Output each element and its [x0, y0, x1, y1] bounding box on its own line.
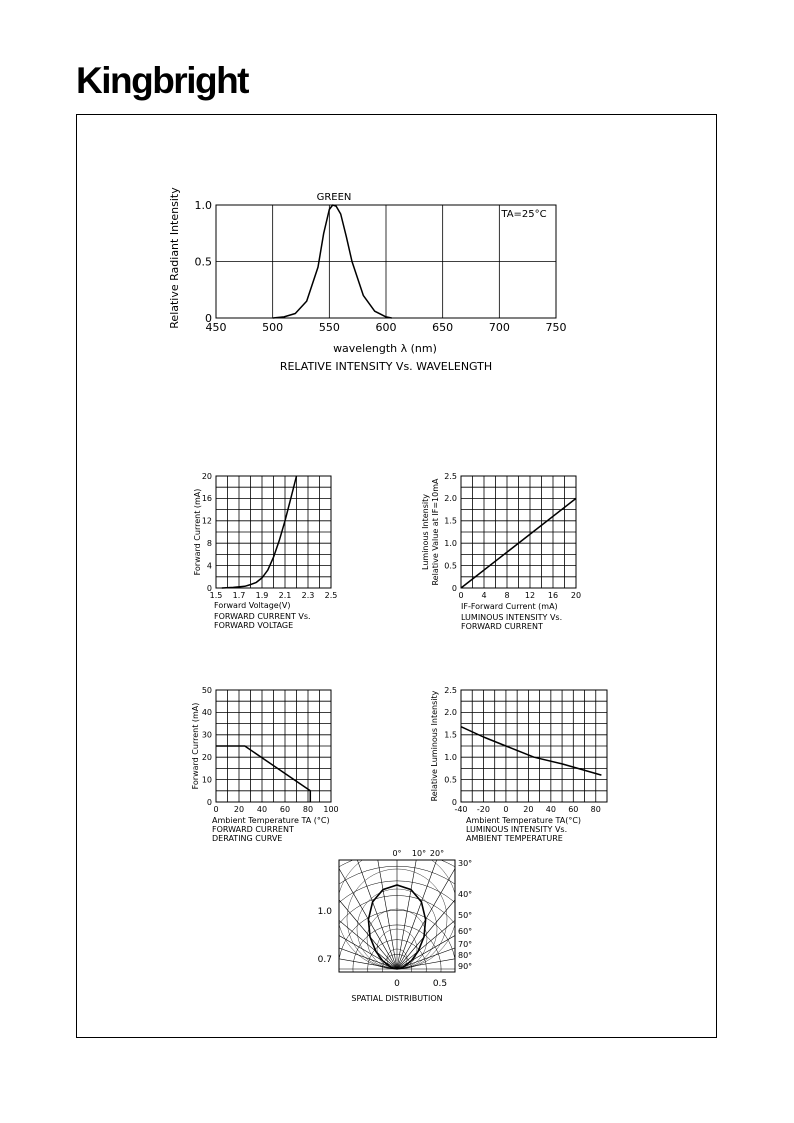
spectrum-xtick-label: 750	[545, 321, 567, 334]
iv-caption-line-2: FORWARD VOLTAGE	[214, 621, 294, 630]
lum-current-ytick-label: 1.5	[444, 516, 457, 526]
derating-ytick-label: 10	[201, 775, 212, 785]
iv-xlabel: Forward Voltage(V)	[214, 601, 291, 610]
lum-temp-ytick-label: 2.0	[444, 708, 457, 718]
spatial-angle-line	[345, 674, 397, 969]
iv-ytick-label: 0	[206, 583, 212, 593]
spectrum-ytick-label: 1.0	[194, 198, 212, 212]
spectrum-xtick-label: 650	[432, 321, 454, 334]
derating-xtick-label: 20	[233, 805, 245, 814]
lum-current-ylabel-line-2: Relative Value at IF=10mA	[431, 478, 440, 586]
iv-caption-line-1: FORWARD CURRENT Vs.	[214, 612, 311, 621]
lum-temp-ytick-label: 1.5	[444, 730, 457, 740]
lum-temp-chart	[430, 686, 607, 843]
derating-ylabel: Forward Current (mA)	[191, 702, 200, 790]
lum-current-xtick-label: 0	[458, 591, 464, 600]
spectrum-xtick-label: 600	[375, 321, 397, 334]
derating-caption-line-1: FORWARD CURRENT	[212, 825, 294, 834]
derating-xlabel: Ambient Temperature TA (°C)	[212, 816, 330, 825]
spatial-bottom-label: 0	[394, 979, 400, 989]
derating-xtick-label: 80	[302, 805, 314, 814]
derating-ytick-label: 40	[201, 708, 212, 718]
spatial-angle-line	[115, 866, 397, 969]
iv-xtick-label: 2.5	[324, 591, 338, 600]
derating-xtick-label: 60	[279, 805, 291, 814]
derating-ytick-label: 0	[206, 797, 212, 807]
spatial-angle-line	[397, 917, 692, 969]
lum-current-caption-line-1: LUMINOUS INTENSITY Vs.	[461, 613, 563, 622]
derating-chart	[191, 686, 339, 843]
iv-chart	[193, 472, 337, 630]
lum-current-caption-line-2: FORWARD CURRENT	[461, 622, 543, 631]
lum-temp-ytick-label: 1.0	[444, 753, 457, 762]
lum-current-xtick-label: 12	[524, 591, 536, 600]
lum-temp-xtick-label: 80	[590, 805, 601, 814]
derating-caption-line-2: DERATING CURVE	[212, 834, 283, 843]
spatial-angle-line	[397, 866, 679, 969]
iv-xtick-label: 1.5	[209, 591, 223, 600]
lum-current-xlabel: IF-Forward Current (mA)	[461, 602, 558, 611]
lum-current-xtick-label: 4	[481, 591, 487, 600]
spectrum-ylabel: Relative Radiant Intensity	[168, 187, 181, 329]
spectrum-xtick-label: 550	[318, 321, 340, 334]
spatial-angle-line	[294, 687, 397, 969]
brand-logo: Kingbright	[76, 60, 249, 101]
derating-xtick-label: 0	[213, 805, 219, 814]
derating-ytick-label: 30	[201, 730, 212, 740]
spatial-angle-label: 30°	[458, 859, 473, 868]
iv-ytick-label: 8	[206, 539, 212, 548]
iv-xtick-label: 1.7	[232, 591, 246, 600]
spectrum-chart	[168, 187, 567, 373]
lum-temp-caption-line-2: AMBIENT TEMPERATURE	[466, 834, 563, 843]
lum-temp-ytick-label: 0.5	[444, 775, 457, 785]
iv-ytick-label: 4	[206, 561, 212, 571]
iv-xtick-label: 2.3	[301, 591, 315, 600]
lum-current-xtick-label: 8	[504, 591, 510, 600]
spectrum-xtick-label: 450	[205, 321, 227, 334]
lum-current-ylabel-line-1: Luminous Intensity	[421, 494, 430, 570]
lum-temp-xlabel: Ambient Temperature TA(°C)	[466, 816, 582, 825]
lum-temp-xtick-label: -20	[476, 805, 491, 814]
spatial-caption: SPATIAL DISTRIBUTION	[351, 994, 443, 1003]
spatial-bottom-label: 0.5	[432, 979, 448, 989]
lum-temp-ytick-label: 2.5	[444, 685, 457, 695]
lum-current-xtick-label: 16	[547, 591, 559, 600]
lum-temp-xtick-label: 20	[523, 805, 534, 814]
lum-temp-caption-line-1: LUMINOUS INTENSITY Vs.	[466, 825, 568, 834]
iv-ytick-label: 20	[201, 471, 212, 481]
derating-xtick-label: 40	[256, 805, 268, 814]
lum-temp-ylabel: Relative Luminous Intensity	[430, 690, 439, 802]
spectrum-ytick-label: 0.5	[194, 255, 212, 269]
spatial-angle-label: 50°	[458, 911, 473, 920]
lum-current-chart	[421, 472, 581, 631]
spatial-angle-line	[397, 674, 449, 969]
lum-current-ytick-label: 1.0	[444, 539, 457, 548]
lum-current-xtick-label: 20	[570, 591, 582, 600]
spatial-angle-label: 70°	[458, 940, 473, 949]
spectrum-xlabel: wavelength λ (nm)	[333, 342, 437, 355]
iv-xtick-label: 1.9	[255, 591, 269, 600]
spatial-angle-label: 80°	[458, 951, 473, 960]
iv-ytick-label: 12	[201, 516, 212, 526]
spatial-angle-label: 60°	[458, 927, 473, 936]
spectrum-condition-label: TA=25°C	[501, 209, 547, 220]
derating-xtick-label: 100	[323, 805, 339, 814]
spectrum-xtick-label: 500	[262, 321, 284, 334]
spatial-angle-label: 10°	[411, 849, 427, 858]
iv-ylabel: Forward Current (mA)	[193, 488, 202, 576]
spectrum-series-label: GREEN	[316, 192, 352, 203]
lum-current-ytick-label: 0	[451, 583, 457, 593]
iv-ytick-label: 16	[201, 494, 212, 504]
spatial-radial-label: 0.7	[317, 955, 332, 965]
spatial-angle-line	[201, 739, 397, 969]
lum-temp-xtick-label: 0	[503, 805, 509, 814]
iv-xtick-label: 2.1	[278, 591, 292, 600]
lum-temp-series-line	[461, 727, 601, 775]
derating-ytick-label: 20	[201, 753, 212, 762]
spatial-radial-label: 1.0	[317, 907, 332, 917]
spectrum-ytick-label: 0	[205, 311, 212, 325]
lum-temp-xtick-label: 60	[568, 805, 579, 814]
lum-temp-ytick-label: 0	[451, 797, 457, 807]
lum-temp-xtick-label: 40	[545, 805, 556, 814]
spatial-angle-label: 0°	[392, 849, 402, 858]
lum-current-ytick-label: 2.5	[444, 471, 457, 481]
lum-current-ytick-label: 2.0	[444, 494, 457, 504]
spatial-angle-label: 20°	[429, 849, 445, 858]
lum-current-ytick-label: 0.5	[444, 561, 457, 571]
lum-temp-xtick-label: -40	[454, 805, 468, 814]
spatial-angle-line	[102, 917, 397, 969]
spatial-angle-label: 90°	[458, 962, 473, 971]
spectrum-xtick-label: 700	[488, 321, 510, 334]
derating-ytick-label: 50	[201, 685, 212, 695]
spectrum-caption: RELATIVE INTENSITY Vs. WAVELENGTH	[279, 360, 493, 373]
spatial-angle-label: 40°	[458, 890, 473, 899]
